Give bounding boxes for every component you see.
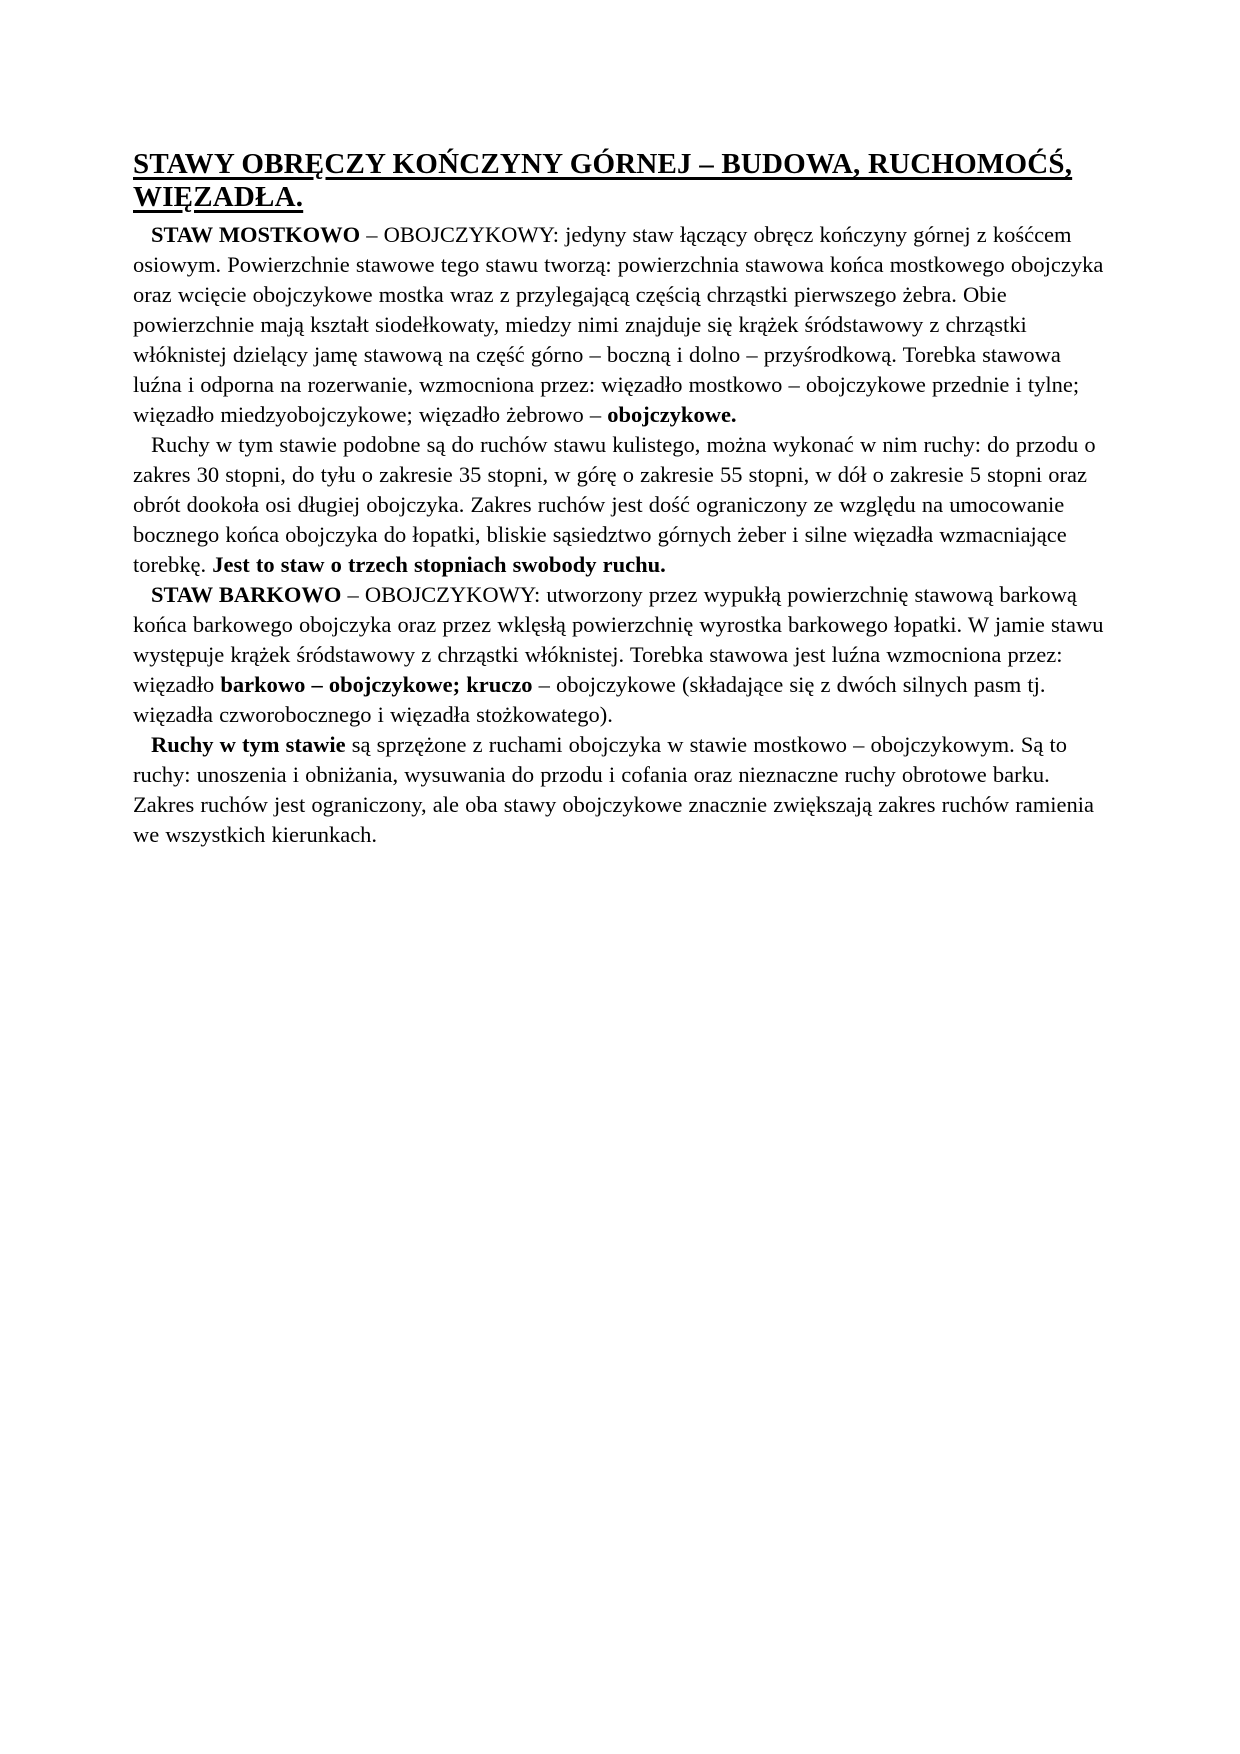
text-run: – OBOJCZYKOWY: jedyny staw łączący obręcz kończyny górnej z kośćcem osiowym. Powierzchnie stawowe tego stawu tworzą: powierzchnia stawowa końca mostkowego obojczyka oraz wcięcie obojczykowe mostka wraz z przylegającą częścią chrząstki pierwszego żebra. Obie powierzchnie mają kształt siodełkowaty, miedzy nimi znajduje się krążek śródstawowy z chrząstki włóknistej dzielący jamę stawową na część górno – boczną i dolno – przyśrodkową. Torebka stawowa luźna i odporna na rozerwanie, wzmocniona przez: więzadło mostkowo – obojczykowe przednie i tylne; więzadło miedzyobojczykowe; więzadło żebrowo – — [133, 222, 1104, 427]
text-block — [133, 148, 1115, 850]
text-run: – OBOJCZYKOWY: utworzony przez wypukłą powierzchnię stawową barkową końca barkowego obojczyka oraz przez wklęsłą powierzchnię wyrostka barkowego łopatki. W jamie stawu występuje krążek śródstawowy z chrząstki włóknistej. Torebka stawowa jest luźna wzmocniona przez: więzadło — [133, 582, 1104, 697]
text-run: Ruchy w tym stawie podobne są do ruchów stawu kulistego, można wykonać w nim ruchy: do przodu o zakres 30 stopni, do tyłu o zakresie 35 stopni, w górę o zakresie 55 stopni, w dół o zakresie 5 stopni oraz obrót dookoła osi długiej obojczyka. Zakres ruchów jest dość ograniczony ze względu na umocowanie bocznego końca obojczyka do łopatki, bliskie sąsiedztwo górnych żeber i silne więzadła wzmacniające torebkę. — [133, 432, 1096, 577]
paragraph-1 — [133, 220, 1115, 430]
paragraph-4 — [133, 730, 1115, 850]
paragraph-3 — [133, 580, 1115, 730]
title-line-1: STAWY OBRĘCZY KOŃCZYNY GÓRNEJ – BUDOWA, RUCHOMOĆŚ, — [133, 148, 1073, 180]
title-line-2: WIĘZADŁA. — [133, 181, 304, 213]
text-run: barkowo – obojczykowe; kruczo — [220, 672, 533, 697]
text-run: Jest to staw o trzech stopniach swobody ruchu. — [212, 552, 666, 577]
text-run: obojczykowe. — [607, 402, 737, 427]
text-run: STAW MOSTKOWO — [151, 222, 361, 247]
document-body — [133, 220, 1115, 850]
text-run: – obojczykowe (składające się z dwóch silnych pasm tj. więzadła czworobocznego i więzadła stożkowatego). — [133, 672, 1046, 727]
text-run: są sprzężone z ruchami obojczyka w stawie mostkowo – obojczykowym. Są to ruchy: unoszenia i obniżania, wysuwania do przodu i cofania oraz nieznaczne ruchy obrotowe barku. Zakres ruchów jest ograniczony, ale oba stawy obojczykowe znacznie zwiększają zakres ruchów ramienia we wszystkich kierunkach. — [133, 732, 1094, 847]
document-title — [133, 148, 1115, 214]
text-run: Ruchy w tym stawie — [151, 732, 346, 757]
paragraph-2 — [133, 430, 1115, 580]
text-run: STAW BARKOWO — [151, 582, 342, 607]
